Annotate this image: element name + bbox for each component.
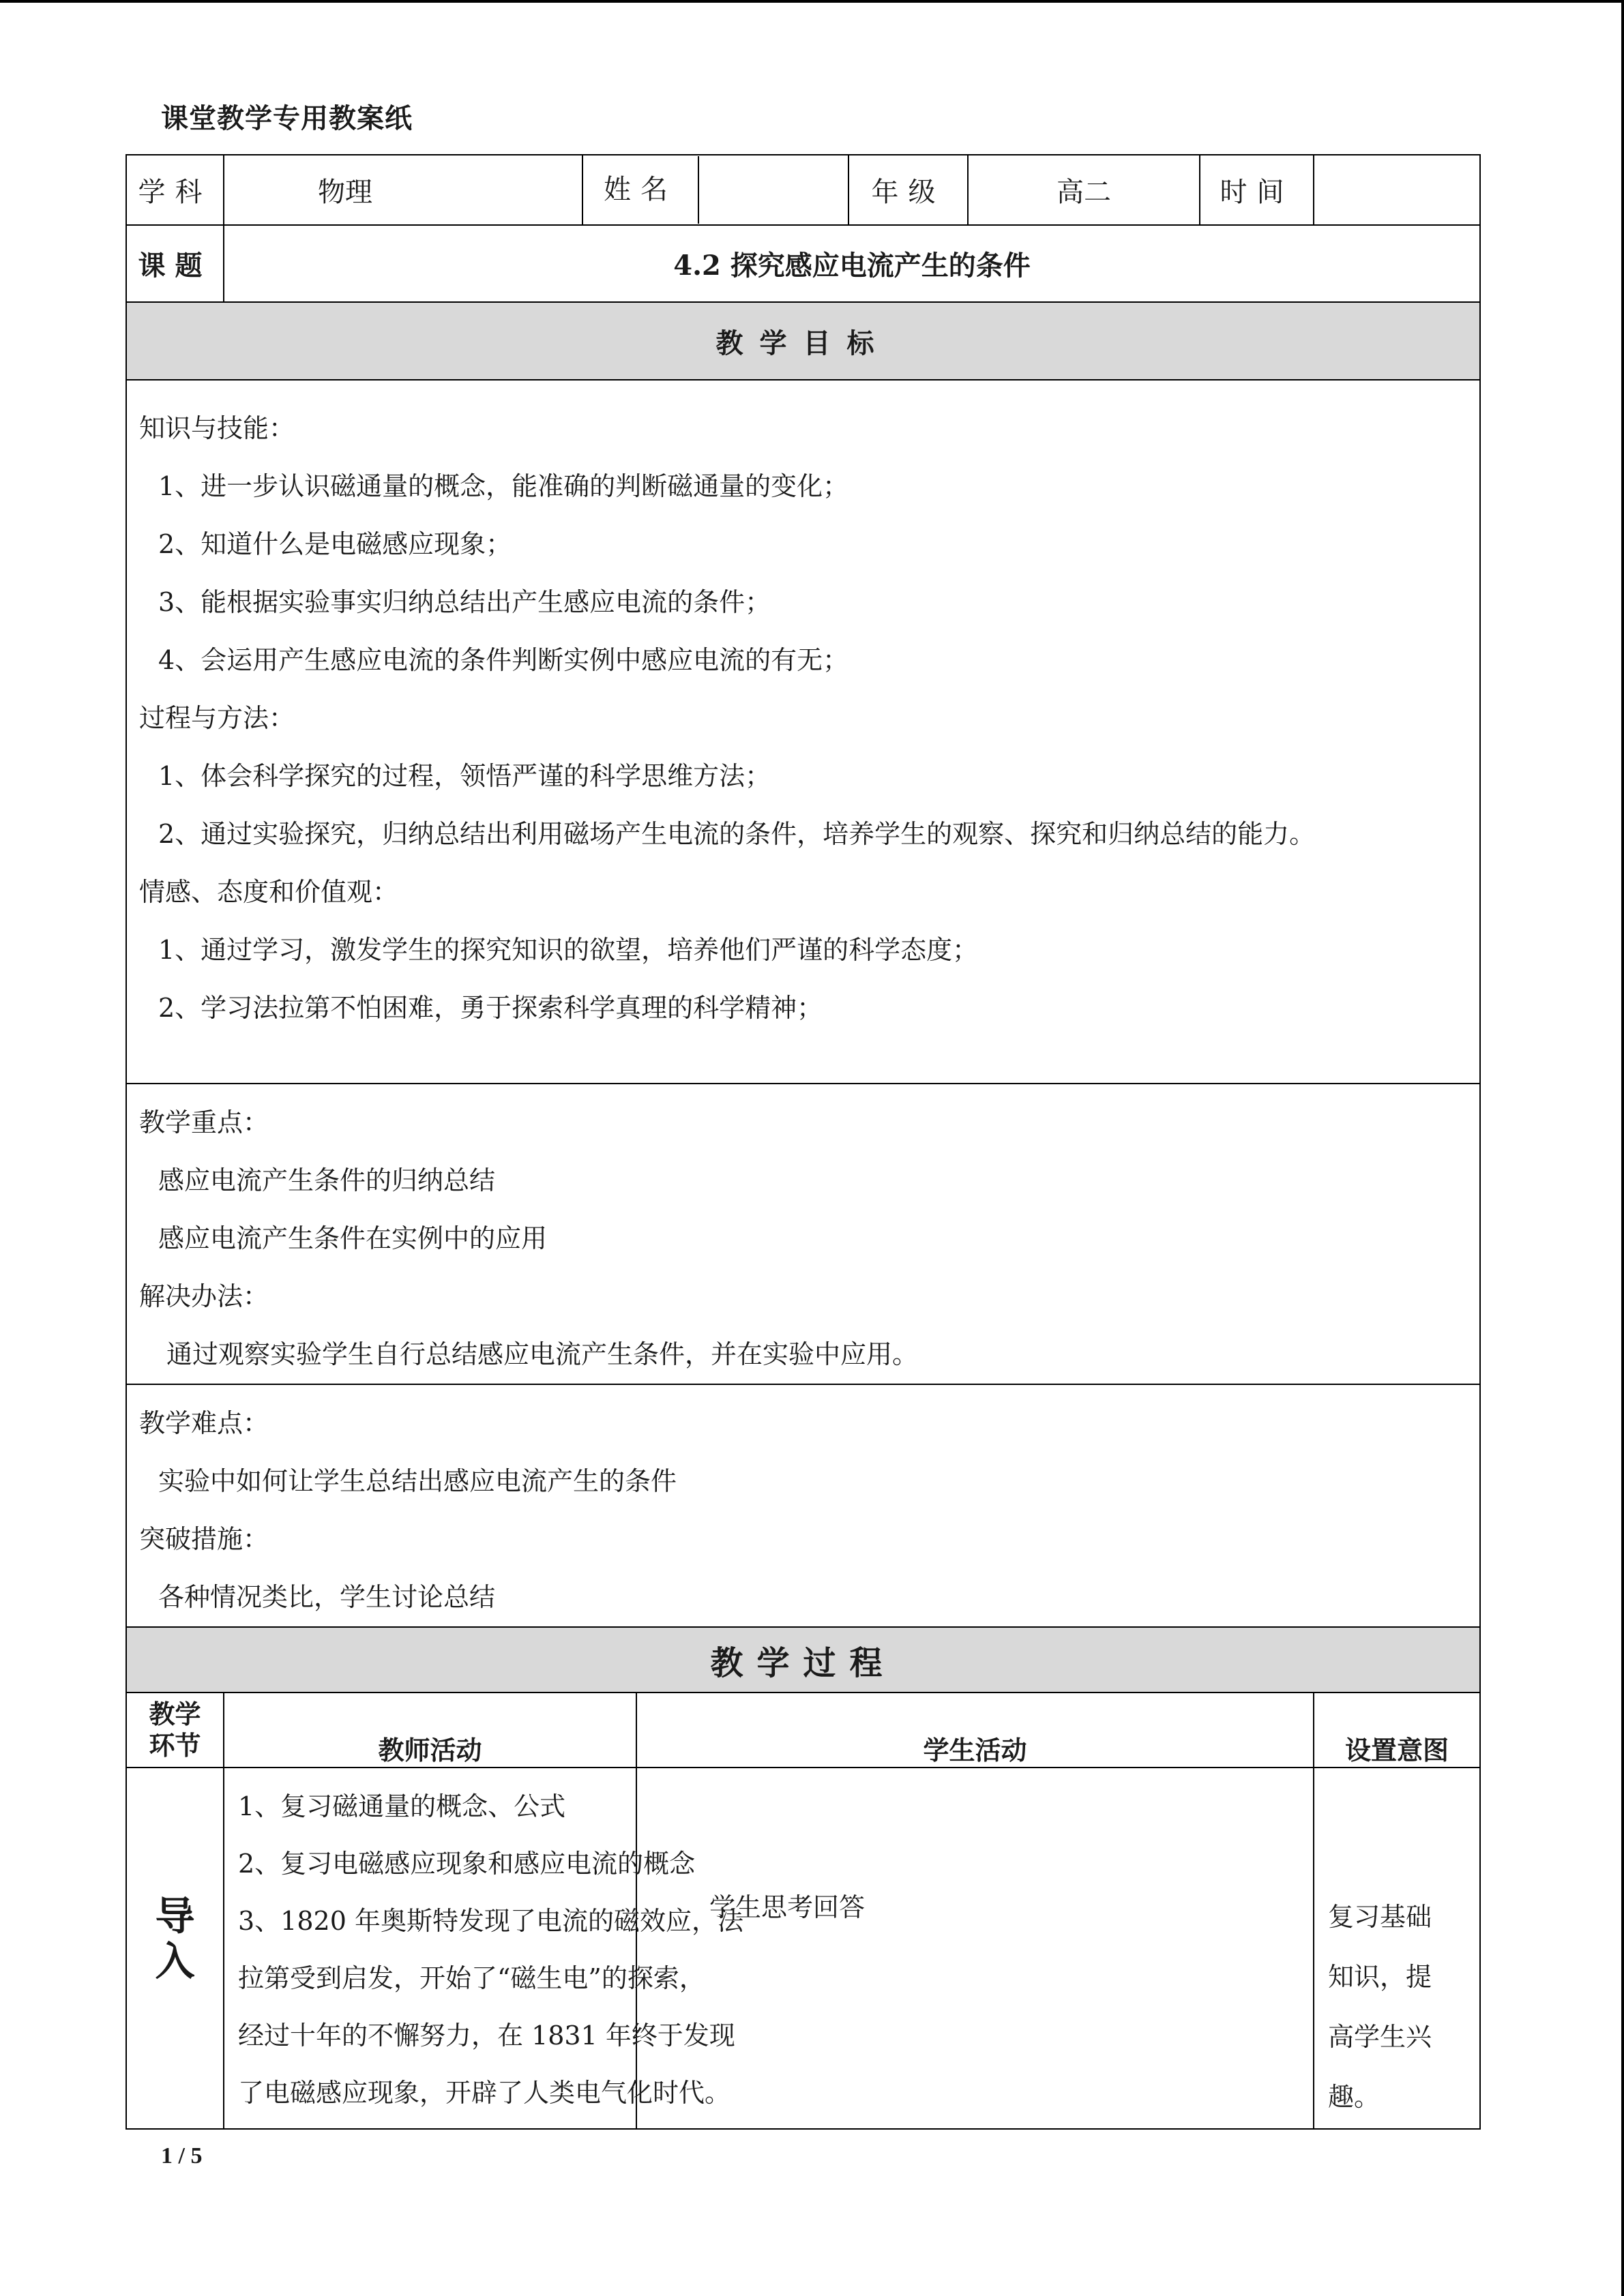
emotion-item: 1、通过学习，激发学生的探究知识的欲望，培养他们严谨的科学态度； [158,935,979,965]
col-student: 学生活动 [636,1693,1314,1768]
col-teacher: 教师活动 [224,1693,636,1768]
topic-label: 课题 [126,225,224,302]
key-points-content [126,1084,1480,1384]
intent-line: 知识，提 [1328,1962,1432,1992]
stage-line1: 导 [155,1893,195,1939]
process-row-intro [126,1768,1480,2129]
knowledge-item: 2、知道什么是电磁感应现象； [158,529,512,559]
grade-value: 高二 [968,155,1200,225]
knowledge-label: 知识与技能： [139,413,295,443]
measure-label: 突破措施： [139,1524,269,1554]
grade-label: 年级 [848,155,968,225]
name-label: 姓名 [583,156,699,224]
difficulties-content [126,1384,1480,1627]
process-item: 2、通过实验探究，归纳总结出利用磁场产生电流的条件，培养学生的观察、探究和归纳总结的能力。 [158,819,1316,849]
document-title: 课堂教学专用教案纸 [161,103,413,134]
measure-text: 各种情况类比，学生讨论总结 [158,1582,496,1612]
solution-label: 解决办法： [139,1281,269,1311]
process-header-row [126,1627,1480,1693]
knowledge-item: 1、进一步认识磁通量的概念，能准确的判断磁通量的变化； [158,471,849,501]
page-frame-right [1621,0,1624,2296]
teacher-line: 2、复习电磁感应现象和感应电流的概念 [238,1849,696,1879]
key-points-label: 教学重点： [139,1107,269,1137]
student-text: 学生思考回答 [709,1892,866,1922]
objectives-header: 教学目标 [126,302,1480,380]
teacher-line: 3、1820 年奥斯特发现了电流的磁效应，法 [238,1906,743,1936]
topic-row [126,225,1480,302]
key-point-item: 感应电流产生条件的归纳总结 [158,1165,496,1195]
process-columns-row [126,1693,1480,1768]
intent-line: 复习基础 [1328,1902,1432,1932]
teacher-line: 了电磁感应现象，开辟了人类电气化时代。 [238,2078,731,2108]
difficulties-label: 教学难点： [139,1408,269,1438]
col-stage-line2: 环节 [149,1731,201,1761]
knowledge-item: 4、会运用产生感应电流的条件判断实例中感应电流的有无； [158,645,849,675]
objectives-content [126,380,1480,1084]
page-frame-top [0,0,1624,3]
name-cell [582,155,848,225]
knowledge-item: 3、能根据实验事实归纳总结出产生感应电流的条件； [158,587,771,617]
key-points-row [126,1084,1480,1384]
emotion-item: 2、学习法拉第不怕困难，勇于探索科学真理的科学精神； [158,993,823,1023]
intent-line: 趣。 [1328,2082,1381,2112]
lesson-plan-table [126,154,1481,2130]
intent [1314,1768,1480,2129]
col-intent: 设置意图 [1314,1693,1480,1768]
page-number: 1 / 5 [161,2143,203,2168]
col-stage-line1: 教学 [149,1699,201,1729]
difficulties-row [126,1384,1480,1627]
teacher-line: 拉第受到启发，开始了“磁生电”的探索， [238,1963,705,1993]
solution-text: 通过观察实验学生自行总结感应电流产生条件，并在实验中应用。 [166,1339,919,1369]
subject-label: 学科 [126,155,224,225]
topic-value: 4.2 探究感应电流产生的条件 [224,225,1480,302]
process-item: 1、体会科学探究的过程，领悟严谨的科学思维方法； [158,761,771,791]
process-header: 教学过程 [126,1627,1480,1693]
objectives-row [126,380,1480,1084]
subject-value: 物理 [224,155,582,225]
student-activity [636,1768,1314,2129]
stage-cell [126,1768,224,2129]
col-stage [126,1693,224,1768]
intent-line: 高学生兴 [1328,2022,1432,2052]
objectives-header-row [126,302,1480,380]
time-label: 时间 [1200,155,1314,225]
process-label: 过程与方法： [139,703,295,733]
info-row [126,155,1480,225]
teacher-line: 1、复习磁通量的概念、公式 [238,1791,566,1821]
time-value [1314,155,1480,225]
difficulty-item: 实验中如何让学生总结出感应电流产生的条件 [158,1466,677,1496]
key-point-item: 感应电流产生条件在实例中的应用 [158,1223,548,1253]
teacher-activity [224,1768,743,2129]
emotion-label: 情感、态度和价值观： [139,877,399,907]
stage-line2: 入 [155,1938,195,1984]
teacher-line: 经过十年的不懈努力，在 1831 年终于发现 [238,2021,735,2051]
